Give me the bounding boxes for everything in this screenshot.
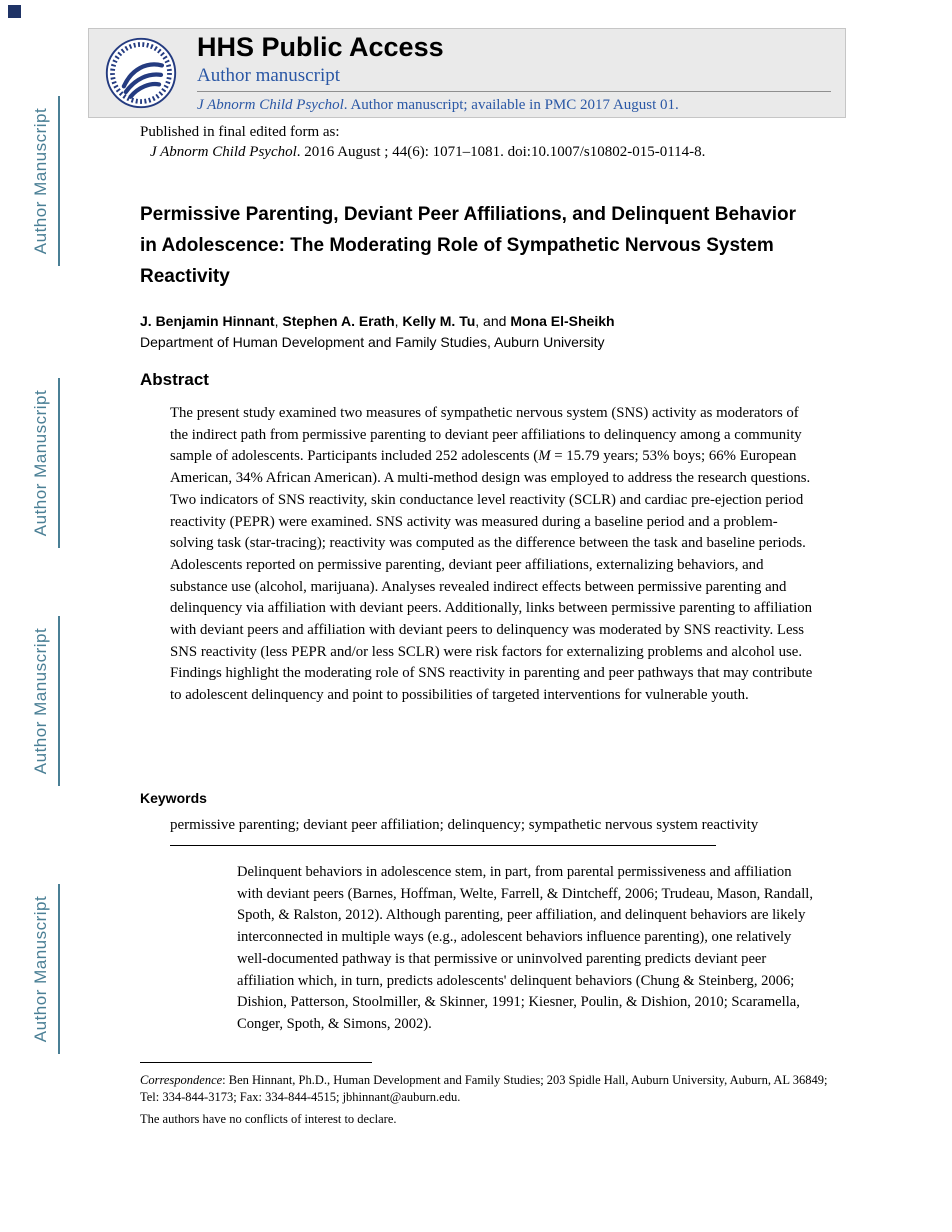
keywords-divider-rule: [170, 845, 716, 846]
citation-journal-name: J Abnorm Child Psychol: [150, 144, 297, 160]
abstract-text: = 15.79 years; 53% boys; 66% European American, 34% African American). A multi-method design was employed to address the research questions. Two indicators of SNS reactivity, skin conductance level reactivity (SCLR) and cardiac pre-ejection period reactivity (PEPR) were examined. SNS activity was measured during a baseline period and a problem-solving task (star-tracing); reactivity was computed as the difference between the task and baseline periods. Adolescents reported on permissive parenting, deviant peer affiliations, externalizing behaviors, and substance use (alcohol, marijuana). Analyses revealed indirect effects between permissive parenting and delinquency via affiliation with deviant peers. Additionally, links between permissive parenting to affiliation with deviant peers and affiliation with deviant peers to delinquency was moderated by SNS reactivity. Less SNS reactivity (less PEPR and/or less SCLR) were risk factors for externalizing problems and alcohol use. Findings highlight the moderating role of SNS reactivity in parenting and peer pathways that may contribute to adolescent delinquency and point to possibilities of targeted interventions for vulnerable youth.: [170, 448, 813, 704]
author-manuscript-vertical-label: Author Manuscript: [31, 895, 51, 1043]
author-names-line: [140, 311, 840, 332]
keywords-text: permissive parenting; deviant peer affiliation; delinquency; sympathetic nervous system reactivity: [170, 817, 759, 833]
author-manuscript-subtitle: Author manuscript: [197, 64, 831, 92]
conflicts-statement: The authors have no conflicts of interest to declare.: [140, 1112, 397, 1126]
pmc-availability-text: . Author manuscript; available in PMC 2017 August 01.: [343, 96, 679, 113]
abstract-text: The present study examined two measures of sympathetic nervous system (SNS) activity as moderators of the indirect path from permissive parenting to deviant peer affiliations to delinquency among a community sample of adolescents. Participants included 252 adolescents (: [170, 405, 802, 465]
abstract-italic-m: M: [538, 448, 551, 465]
citation-line: [140, 142, 840, 162]
citation-block: [140, 122, 840, 162]
author-name: Mona El-Sheikh: [510, 313, 615, 329]
author-separator: ,: [274, 313, 283, 329]
author-name: Stephen A. Erath: [282, 313, 395, 329]
sidebar-author-manuscript-1: [24, 96, 60, 266]
author-manuscript-vertical-label: Author Manuscript: [31, 107, 51, 255]
correspondence-label: Correspondence: [140, 1073, 223, 1087]
footnote-divider-rule: [140, 1062, 372, 1063]
author-separator: , and: [475, 313, 511, 329]
correspondence-details: : Ben Hinnant, Ph.D., Human Development and Family Studies; 203 Spidle Hall, Auburn University, Auburn, AL 36849; Tel: 334-844-3173; Fax: 334-844-4515; jbhinnant@auburn.edu.: [140, 1073, 828, 1104]
introduction-paragraph: Delinquent behaviors in adolescence stem, in part, from parental permissiveness and affiliation with deviant peers (Barnes, Hoffman, Welte, Farrell, & Dintcheff, 2006; Trudeau, Mason, Randall, Spoth, & Ralston, 2012). Although parenting, peer affiliation, and delinquent behaviors are likely interconnected in multiple ways (e.g., adolescent behaviors influence parenting), one relatively well-documented pathway is that permissive or uninvolved parenting predicts deviant peer affiliation which, in turn, predicts adolescents' delinquent behaviors (Chung & Steinberg, 2006; Dishion, Patterson, Stoolmiller, & Skinner, 1991; Kiesner, Poulin, & Dishion, 2010; Scaramella, Conger, Spoth, & Simons, 2002).: [237, 864, 813, 1032]
author-name: J. Benjamin Hinnant: [140, 313, 275, 329]
abstract-heading: Abstract: [140, 370, 209, 389]
header-text-block: [197, 32, 831, 113]
keywords-heading: Keywords: [140, 790, 207, 806]
sidebar-author-manuscript-2: [24, 378, 60, 548]
citation-details: . 2016 August ; 44(6): 1071–1081. doi:10.1007/s10802-015-0114-8.: [296, 144, 706, 160]
hhs-logo-icon: [103, 35, 179, 111]
footnote-block: [140, 1072, 834, 1128]
header-journal-name: J Abnorm Child Psychol: [197, 96, 344, 113]
hhs-public-access-title: HHS Public Access: [197, 32, 444, 63]
author-separator: ,: [394, 313, 403, 329]
author-affiliation: Department of Human Development and Family Studies, Auburn University: [140, 334, 605, 350]
hhs-header-banner: [88, 28, 846, 118]
page-corner-mark: [8, 5, 21, 18]
sidebar-author-manuscript-3: [24, 616, 60, 786]
author-manuscript-vertical-label: Author Manuscript: [31, 627, 51, 775]
author-manuscript-vertical-label: Author Manuscript: [31, 389, 51, 537]
author-list: [140, 311, 840, 353]
published-line: Published in final edited form as:: [140, 124, 340, 140]
author-name: Kelly M. Tu: [402, 313, 476, 329]
abstract-paragraph: [170, 403, 815, 707]
article-title: Permissive Parenting, Deviant Peer Affiliations, and Delinquent Behavior in Adolescence: The Moderating Role of Sympathetic Nervous System Reactivity: [140, 204, 797, 287]
correspondence-line: [140, 1072, 834, 1105]
sidebar-author-manuscript-4: [24, 884, 60, 1054]
pmc-availability-line: [197, 92, 831, 114]
